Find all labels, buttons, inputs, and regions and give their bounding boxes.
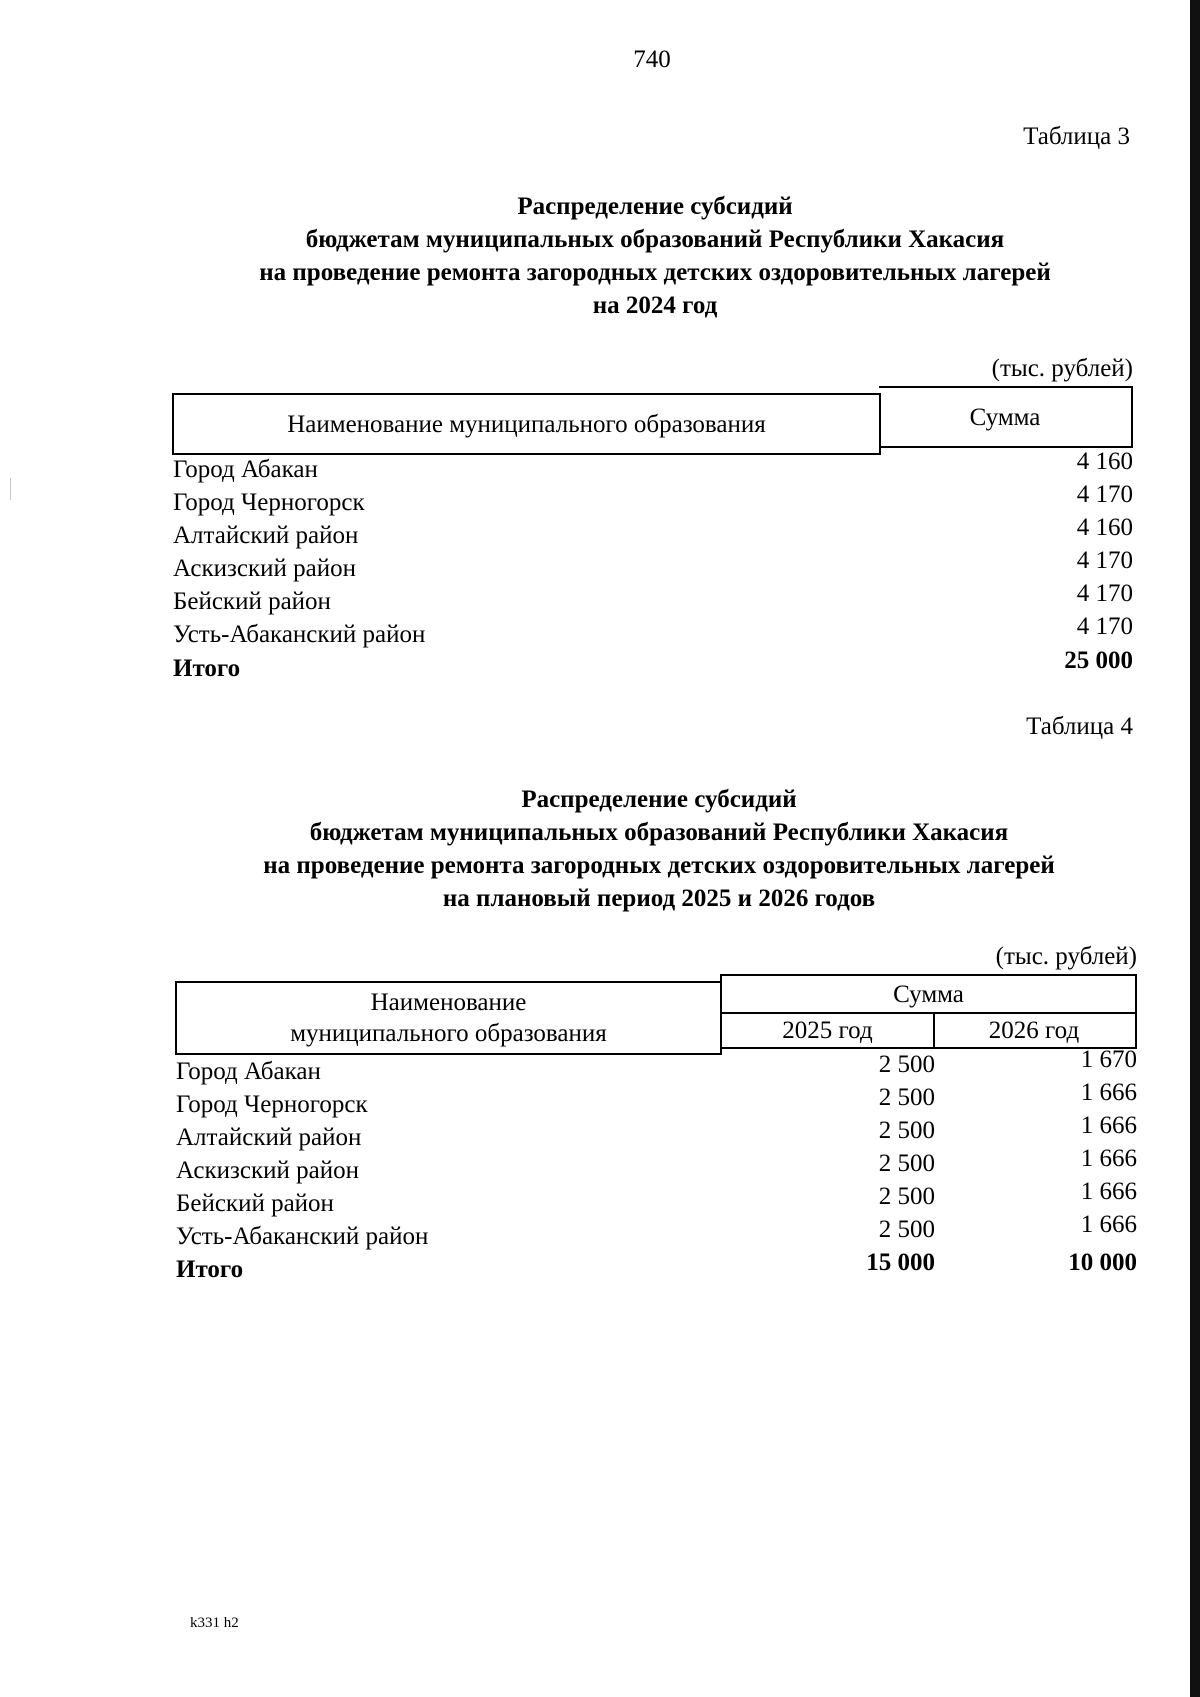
table4-header-year-2026: 2026 год: [933, 1012, 1137, 1049]
table-row-value-2025: 2 500: [878, 1216, 935, 1243]
table3-title-line: на 2024 год: [592, 292, 718, 319]
table-row-value-2025: 2 500: [878, 1183, 935, 1210]
table-row-name: Бейский район: [176, 1190, 334, 1217]
table-row-value: 4 170: [1076, 547, 1133, 574]
table-row-value: 4 170: [1076, 580, 1133, 607]
table-total-name: Итого: [176, 1256, 244, 1283]
table-row-value-2025: 2 500: [878, 1051, 935, 1078]
table-total-name: Итого: [173, 655, 241, 682]
table-row-value-2026: 1 666: [1080, 1178, 1137, 1205]
table-row-name: Усть-Абаканский район: [173, 621, 426, 648]
table4-title-line: на проведение ремонта загородных детских оздоровительных лагерей: [263, 852, 1055, 879]
table-row-name: Город Абакан: [173, 456, 318, 483]
table-row-value: 4 170: [1076, 613, 1133, 640]
table-row-name: Аскизский район: [173, 555, 357, 582]
scan-mark: [10, 478, 11, 500]
table-row-name: Город Черногорск: [176, 1091, 368, 1118]
table3-title: [120, 190, 1190, 322]
table3-units: (тыс. рублей): [991, 355, 1133, 382]
table4-title: [124, 783, 1194, 915]
table4-header-name-line: Наименование: [370, 989, 527, 1016]
table3-label: Таблица 3: [1023, 123, 1130, 150]
table-row-value-2026: 1 666: [1080, 1112, 1137, 1139]
table-row-value-2026: 1 666: [1080, 1079, 1137, 1106]
table3-title-line: на проведение ремонта загородных детских оздоровительных лагерей: [259, 259, 1051, 286]
table-row-name: Аскизский район: [176, 1157, 360, 1184]
table4-header-year-2025: 2025 год: [720, 1012, 935, 1049]
table3-header-name: Наименование муниципального образования: [172, 393, 881, 455]
table-row-value-2026: 1 670: [1080, 1046, 1137, 1073]
table4-label: Таблица 4: [1026, 713, 1133, 740]
table-row-value-2026: 1 666: [1080, 1145, 1137, 1172]
table-row-name: Город Абакан: [176, 1058, 321, 1085]
table-total-value-2025: 15 000: [866, 1249, 935, 1276]
table-row-value-2025: 2 500: [878, 1117, 935, 1144]
table-row-name: Алтайский район: [176, 1124, 362, 1151]
table4-title-line: Распределение субсидий: [521, 786, 797, 813]
table4-units: (тыс. рублей): [995, 943, 1137, 970]
table-total-value-2026: 10 000: [1068, 1249, 1137, 1276]
table-row-name: Алтайский район: [173, 522, 359, 549]
table-total-value: 25 000: [1064, 647, 1133, 674]
table-row-value: 4 160: [1076, 514, 1133, 541]
table4-header-sum: Сумма: [720, 974, 1137, 1014]
table4-title-line: бюджетам муниципальных образований Республики Хакасия: [309, 819, 1009, 846]
table3-title-line: бюджетам муниципальных образований Республики Хакасия: [305, 226, 1005, 253]
table3-title-line: Распределение субсидий: [517, 193, 793, 220]
table-row-value-2025: 2 500: [878, 1084, 935, 1111]
table-row-name: Бейский район: [173, 588, 331, 615]
table-row-name: Усть-Абаканский район: [176, 1223, 429, 1250]
table3-header-sum: Сумма: [879, 386, 1133, 448]
table4-header-name-line: муниципального образования: [290, 1020, 607, 1047]
table-row-value-2026: 1 666: [1080, 1211, 1137, 1238]
table4-header-name: [175, 981, 722, 1055]
table-row-value-2025: 2 500: [878, 1150, 935, 1177]
table-row-value: 4 170: [1076, 481, 1133, 508]
table-row-value: 4 160: [1076, 448, 1133, 475]
table-row-name: Город Черногорск: [173, 489, 365, 516]
footer-code: k331 h2: [190, 1615, 239, 1631]
table4-title-line: на плановый период 2025 и 2026 годов: [442, 885, 876, 912]
page-number: 740: [633, 46, 671, 73]
